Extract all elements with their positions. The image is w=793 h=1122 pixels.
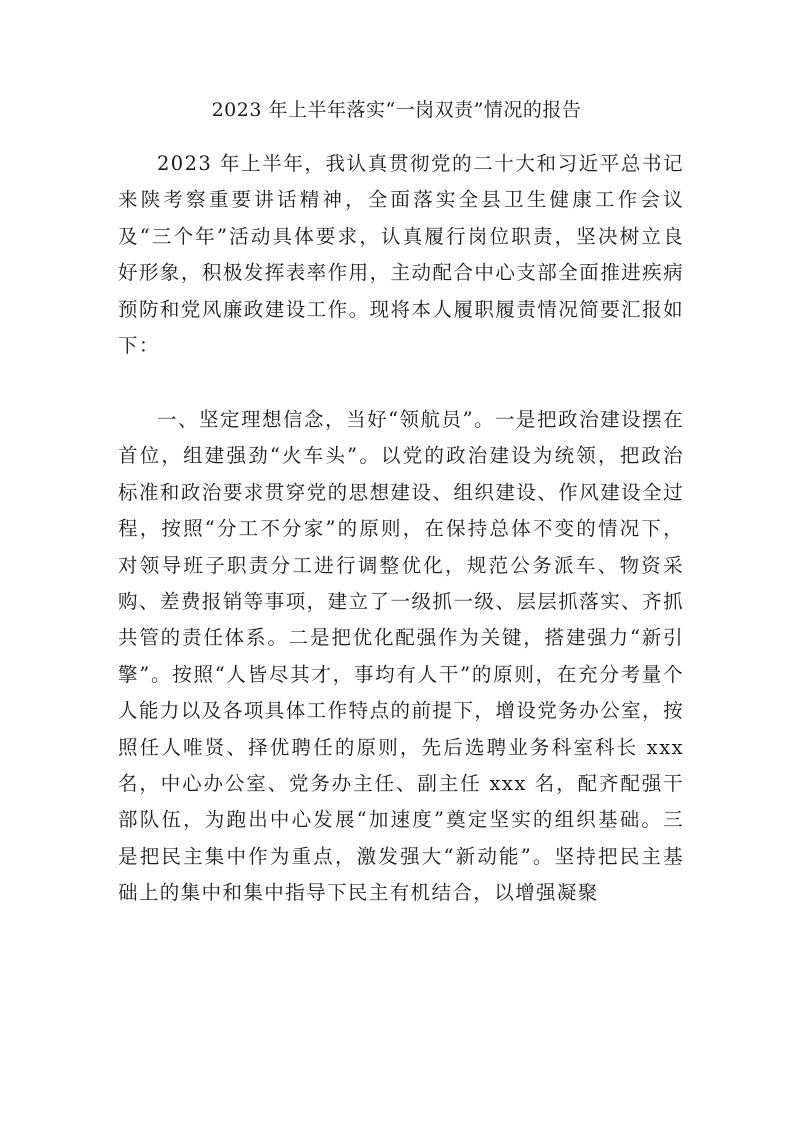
intro-paragraph: 2023 年上半年，我认真贯彻党的二十大和习近平总书记来陕考察重要讲话精神，全面落实全县卫生健康工作会议及“三个年”活动具体要求，认真履行岗位职责，坚决树立良好形象，积极发挥表率作用，主动配合中心支部全面推进疾病预防和党风廉政建设工作。现将本人履职履责情况简要汇报如下： <box>118 152 684 358</box>
document-title: 2023 年上半年落实“一岗双责”情况的报告 <box>211 99 582 121</box>
section-one-paragraph: 一、坚定理想信念，当好“领航员”。一是把政治建设摆在首位，组建强劲“火车头”。以党的政治建设为统领，把政治标准和政治要求贯穿党的思想建设、组织建设、作风建设全过程，按照“分工不分家”的原则，在保持总体不变的情况下，对领导班子职责分工进行调整优化，规范公务派车、物资采购、差费报销等事项，建立了一级抓一级、层层抓落实、齐抓共管的责任体系。二是把优化配强作为关键，搭建强力“新引擎”。按照“人皆尽其才，事均有人干”的原则，在充分考量个人能力以及各项具体工作特点的前提下，增设党务办公室，按照任人唯贤、择优聘任的原则，先后选聘业务科室科长 xxx 名，中心办公室、党务办主任、副主任 xxx 名，配齐配强干部队伍，为跑出中心发展“加速度”奠定坚实的组织基础。三是把民主集中作为重点，激发强大“新动能”。坚持把民主基础上的集中和集中指导下民主有机结合，以增强凝聚 <box>118 408 684 905</box>
